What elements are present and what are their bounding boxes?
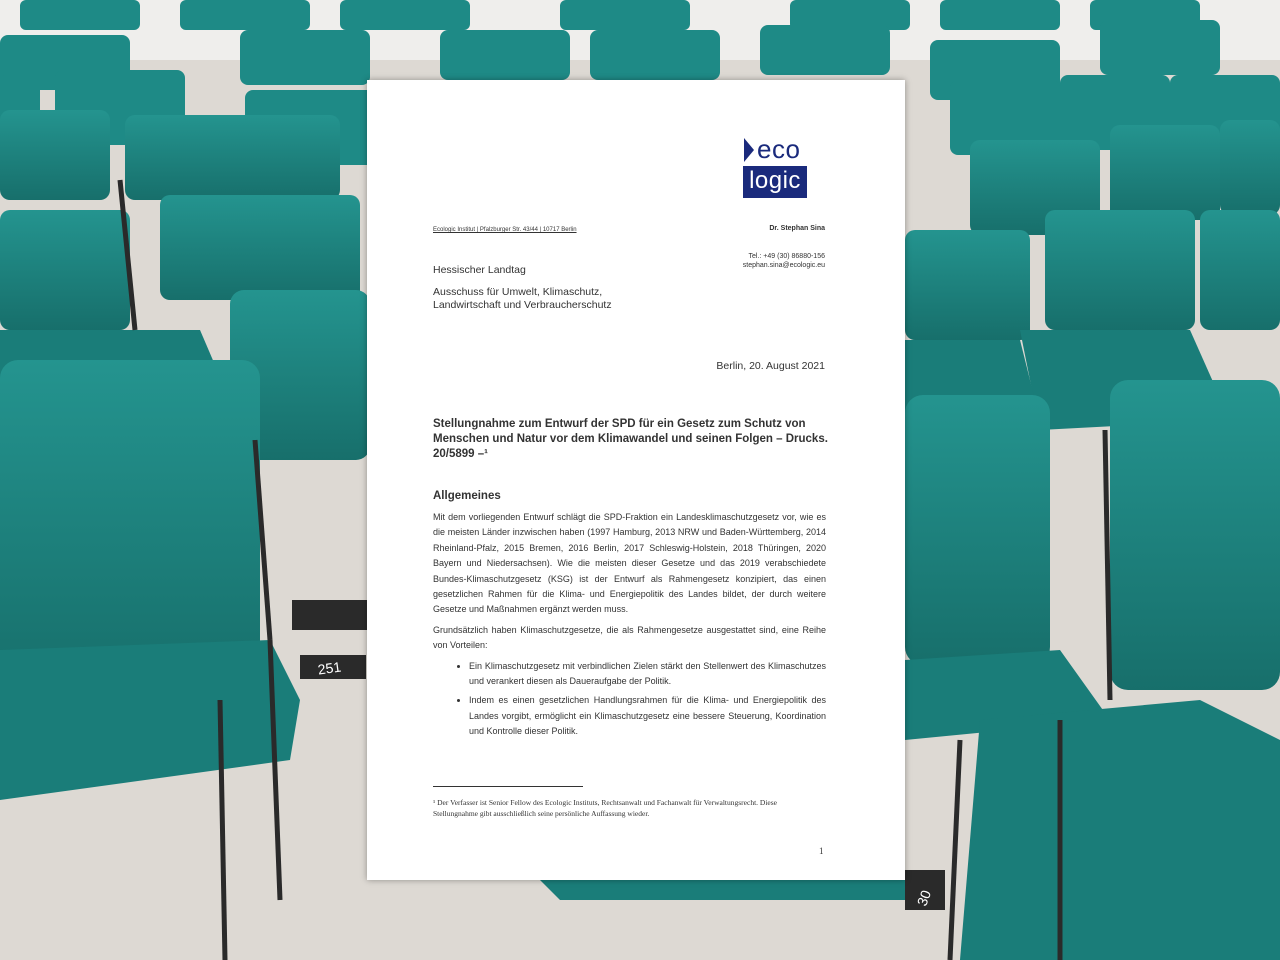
body-paragraph-2: Grundsätzlich haben Klimaschutzgesetze, die als Rahmengesetze ausgestattet sind, eine Reihe von Vorteilen:: [433, 624, 826, 651]
author-name: Dr. Stephan Sina: [769, 225, 825, 232]
letter-date: Berlin, 20. August 2021: [716, 360, 825, 372]
logo-top-word: eco: [757, 134, 801, 164]
list-item: • Ein Klimaschutzgesetz mit verbindlichen Zielen stärkt den Stellenwert des Klimaschutzes und verankert diesen als Daueraufgabe der Politik.: [469, 659, 826, 690]
contact-phone: Tel.: +49 (30) 86880-156: [748, 253, 825, 260]
document-page: [367, 80, 905, 880]
recipient-address: [433, 264, 612, 312]
footnote: ¹ Der Verfasser ist Senior Fellow des Ecologic Instituts, Rechtsanwalt und Fachanwalt für Verwaltungsrecht. Diese Stellungnahme gibt ausschließlich seine persönliche Auffassung wieder.: [433, 798, 777, 818]
logo-bottom-word: logic: [743, 166, 807, 198]
recipient-line-2: Ausschuss für Umwelt, Klimaschutz,: [433, 286, 603, 298]
sender-address-line: Ecologic Institut | Pfalzburger Str. 43/44 | 10717 Berlin: [433, 227, 577, 233]
page-number: 1: [819, 846, 824, 856]
logo-eco-row: [741, 134, 811, 164]
document-title: Stellungnahme zum Entwurf der SPD für ein Gesetz zum Schutz von Menschen und Natur vor dem Klimawandel und seinen Folgen – Drucks. 20/5899 –¹: [433, 418, 828, 460]
ecologic-logo: [741, 134, 811, 200]
list-item: • Indem es einen gesetzlichen Handlungsrahmen für die Klima- und Energiepolitik des Landes vorgibt, ermöglicht ein Klimaschutzgesetz eine bessere Steuerung, Koordination und Kontrolle dieser Politik.: [469, 693, 826, 739]
recipient-line-1: Hessischer Landtag: [433, 264, 526, 276]
document-body: [433, 510, 826, 744]
body-paragraph-1: Mit dem vorliegenden Entwurf schlägt die SPD-Fraktion ein Landesklimaschutzgesetz vor, wie es die meisten Länder inzwischen haben (1997 Hamburg, 2013 NRW und Baden-Württemberg, 2014 Rheinland-Pfalz, 2015 Bremen, 2016 Berlin, 2017 Schleswig-Holstein, 2018 Thüringen, 2020 Bayern und Niedersachsen). Wie die meisten dieser Gesetze und das 2019 verabschiedete Bundes-Klimaschutzgesetz (KSG) ist der Entwurf als Rahmengesetz konzipiert, das einen gesetzlichen Rahmen für die Klima- und Energiepolitik des Landes bildet, der durch weitere Gesetze und Maßnahmen ergänzt werden muss.: [433, 512, 826, 615]
chair-number-right: 30: [913, 887, 935, 909]
advantages-list: [433, 659, 826, 740]
chair-number-left: 251: [316, 658, 343, 678]
contact-email: stephan.sina@ecologic.eu: [742, 262, 825, 269]
section-heading: Allgemeines: [433, 490, 501, 502]
author-contact: [743, 252, 825, 270]
footnote-divider: [433, 786, 583, 787]
recipient-line-3: Landwirtschaft und Verbraucherschutz: [433, 299, 612, 311]
chair-bracket-left: [292, 600, 367, 630]
play-triangle-icon: [744, 138, 754, 162]
